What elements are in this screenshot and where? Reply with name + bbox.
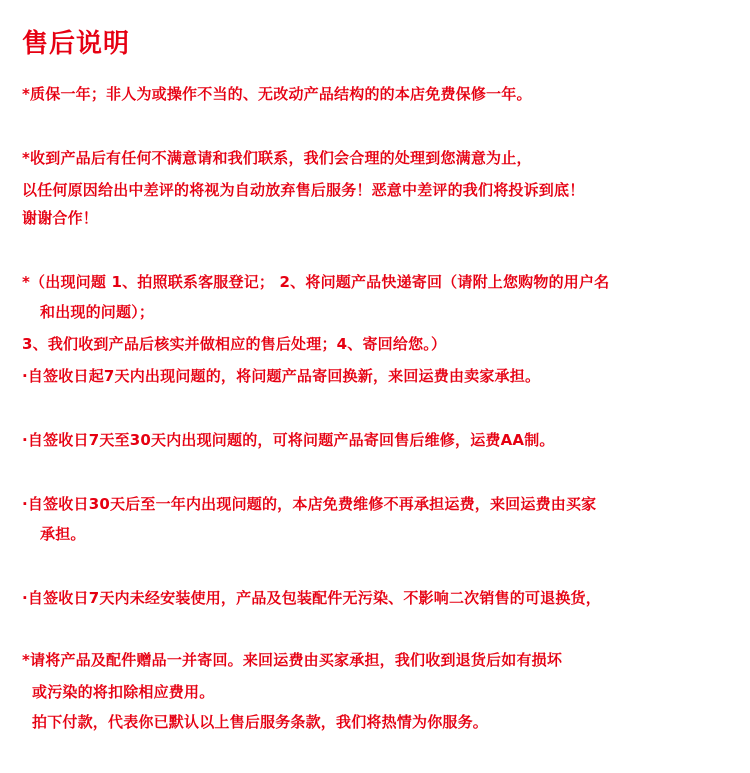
rule-one-year-2: 承担。 [40, 525, 86, 543]
rule-30days: ·自签收日7天至30天内出现问题的，可将问题产品寄回售后维修，运费AA制。 [22, 431, 555, 449]
contact-text-3: 谢谢合作！ [22, 209, 99, 227]
rule-7days: ·自签收日起7天内出现问题的，将问题产品寄回换新，来回运费由卖家承担。 [22, 367, 541, 385]
rule-one-year-1: ·自签收日30天后至一年内出现问题的，本店免费维修不再承担运费，来回运费由买家 [22, 495, 597, 513]
page-title: 售后说明 [22, 29, 131, 59]
warranty-text: *质保一年；非人为或操作不当的、无改动产品结构的的本店免费保修一年。 [22, 85, 532, 103]
process-text-1: *（出现问题 1、拍照联系客服登记； 2、将问题产品快递寄回（请附上您购物的用户名 [22, 273, 610, 291]
return-text-1: *请将产品及配件赠品一并寄回。来回运费由买家承担，我们收到退货后如有损坏 [22, 651, 563, 669]
return-text-2: 或污染的将扣除相应费用。 [32, 683, 215, 701]
process-text-3: 3、我们收到产品后核实并做相应的售后处理；4、寄回给您。） [22, 335, 447, 353]
agreement-text: 拍下付款，代表你已默认以上售后服务条款，我们将热情为你服务。 [32, 713, 489, 731]
contact-text-2: 以任何原因给出中差评的将视为自动放弃售后服务！恶意中差评的我们将投诉到底！ [22, 181, 585, 199]
contact-text-1: *收到产品后有任何不满意请和我们联系，我们会合理的处理到您满意为止， [22, 149, 532, 167]
rule-return: ·自签收日7天内未经安装使用，产品及包装配件无污染、不影响二次销售的可退换货， [22, 589, 601, 607]
process-text-2: 和出现的问题）； [40, 303, 155, 321]
